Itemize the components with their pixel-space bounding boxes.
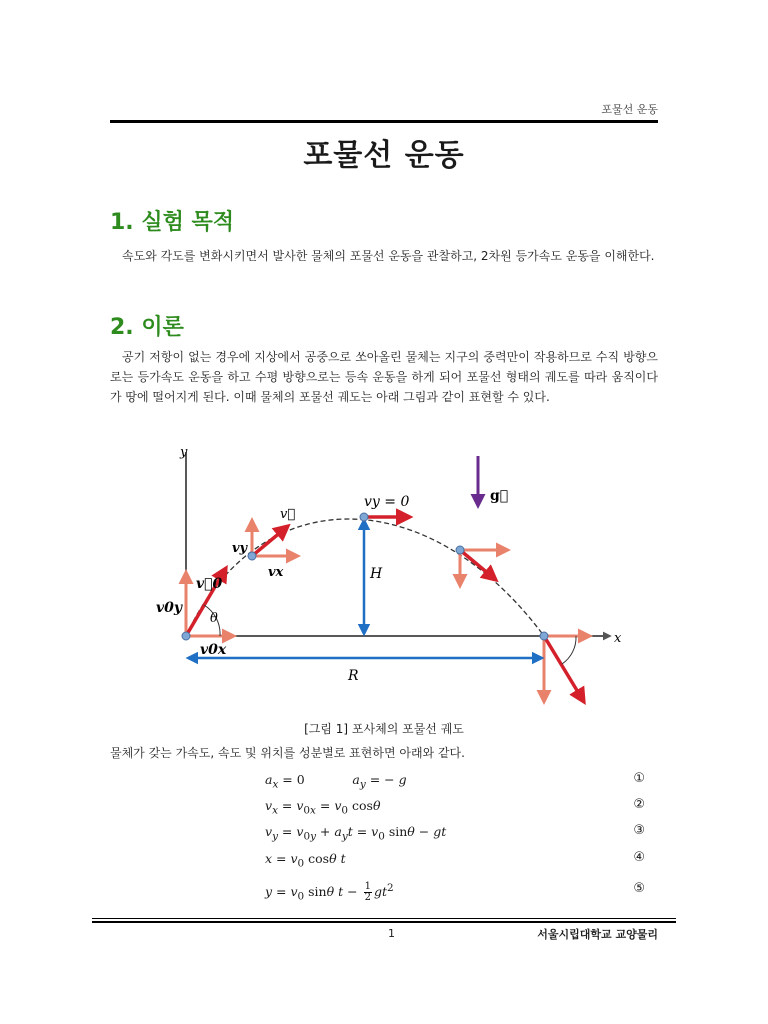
figure-caption: [그림 1] 포사체의 포물선 궤도 <box>304 722 464 736</box>
equation-number-2: ② <box>633 797 645 812</box>
height-label: H <box>370 566 383 582</box>
v0-label: v⃗0 <box>196 576 223 592</box>
x-axis-label: x <box>614 631 622 646</box>
page-number: 1 <box>388 927 395 940</box>
equation-number-5: ⑤ <box>633 881 645 896</box>
landing-point <box>540 632 548 640</box>
equation-row-3 <box>265 824 645 844</box>
landing-angle-arc <box>562 636 576 664</box>
equations-intro: 물체가 갖는 가속도, 속도 및 위치를 성분별로 표현하면 아래와 같다. <box>110 746 465 760</box>
equation-acceleration: $a_x = 0$ $a_y$ = − g <box>265 772 407 791</box>
projectile-diagram <box>148 440 622 708</box>
v0y-label: v0y <box>156 600 183 616</box>
theory-paragraph <box>110 347 658 407</box>
equation-vx: $v_x = v_{0x} = v_0$ cosθ <box>265 798 381 817</box>
gravity-label: g⃗ <box>490 488 509 504</box>
v0x-label: v0x <box>200 642 227 658</box>
section-heading-theory: 2. 이론 <box>110 315 184 340</box>
purpose-text: 속도와 각도를 변화시키면서 발사한 물체의 포물선 운동을 관찰하고, 2차원 등가속도 운동을 이해한다. <box>122 249 655 263</box>
ascent-point <box>248 552 256 560</box>
descent-point <box>456 546 464 554</box>
equation-row-2 <box>265 798 645 818</box>
landing-v-arrow <box>544 636 584 702</box>
theta-label: θ <box>210 611 218 626</box>
projectile-figure <box>148 440 622 708</box>
descent-v-arrow <box>460 550 496 580</box>
running-header: 포물선 운동 <box>601 103 658 116</box>
equation-row-4 <box>265 851 645 871</box>
equation-vy: $v_y = v_{0y} + a_yt = v_0$ sinθ − gt <box>265 824 447 843</box>
apex-point <box>360 513 368 521</box>
v-arrow <box>252 526 288 556</box>
equation-number-3: ③ <box>633 823 645 838</box>
range-label: R <box>348 668 359 684</box>
equation-y: $y = v_0$ sinθ t − $\frac{1}{2}$ $gt^2$ <box>265 881 394 904</box>
vy-label: vy <box>232 541 248 556</box>
equation-row-1 <box>265 772 645 792</box>
page-title: 포물선 운동 <box>303 138 465 173</box>
equation-x: $x = v_0$ cosθ t <box>265 851 346 870</box>
header-rule <box>110 120 658 123</box>
purpose-paragraph <box>110 246 658 266</box>
equation-number-1: ① <box>633 771 645 786</box>
footer-organization: 서울시립대학교 교양물리 <box>537 928 658 941</box>
vx-label: vx <box>268 565 284 580</box>
equation-number-4: ④ <box>633 850 645 865</box>
footer-rule-thin <box>92 918 676 919</box>
launch-point <box>182 632 190 640</box>
equation-row-5 <box>265 882 645 902</box>
y-axis-label: y <box>180 445 188 460</box>
apex-vy-label: vy = 0 <box>364 494 410 510</box>
section-heading-purpose: 1. 실험 목적 <box>110 210 234 235</box>
theory-text: 공기 저항이 없는 경우에 지상에서 공중으로 쏘아올린 물체는 지구의 중력만이 작용하므로 수직 방향으로는 등가속도 운동을 하고 수평 방향으로는 등속 운동을 하게 되어 포물선 형태의 궤도를 따라 움직이다가 땅에 떨어지게 된다. 이때 물체의 포물선 궤도는 아래 그림과 같이 표현할 수 있다. <box>110 350 658 404</box>
footer-rule-thick <box>92 921 676 923</box>
v-label: v⃗ <box>280 507 296 522</box>
